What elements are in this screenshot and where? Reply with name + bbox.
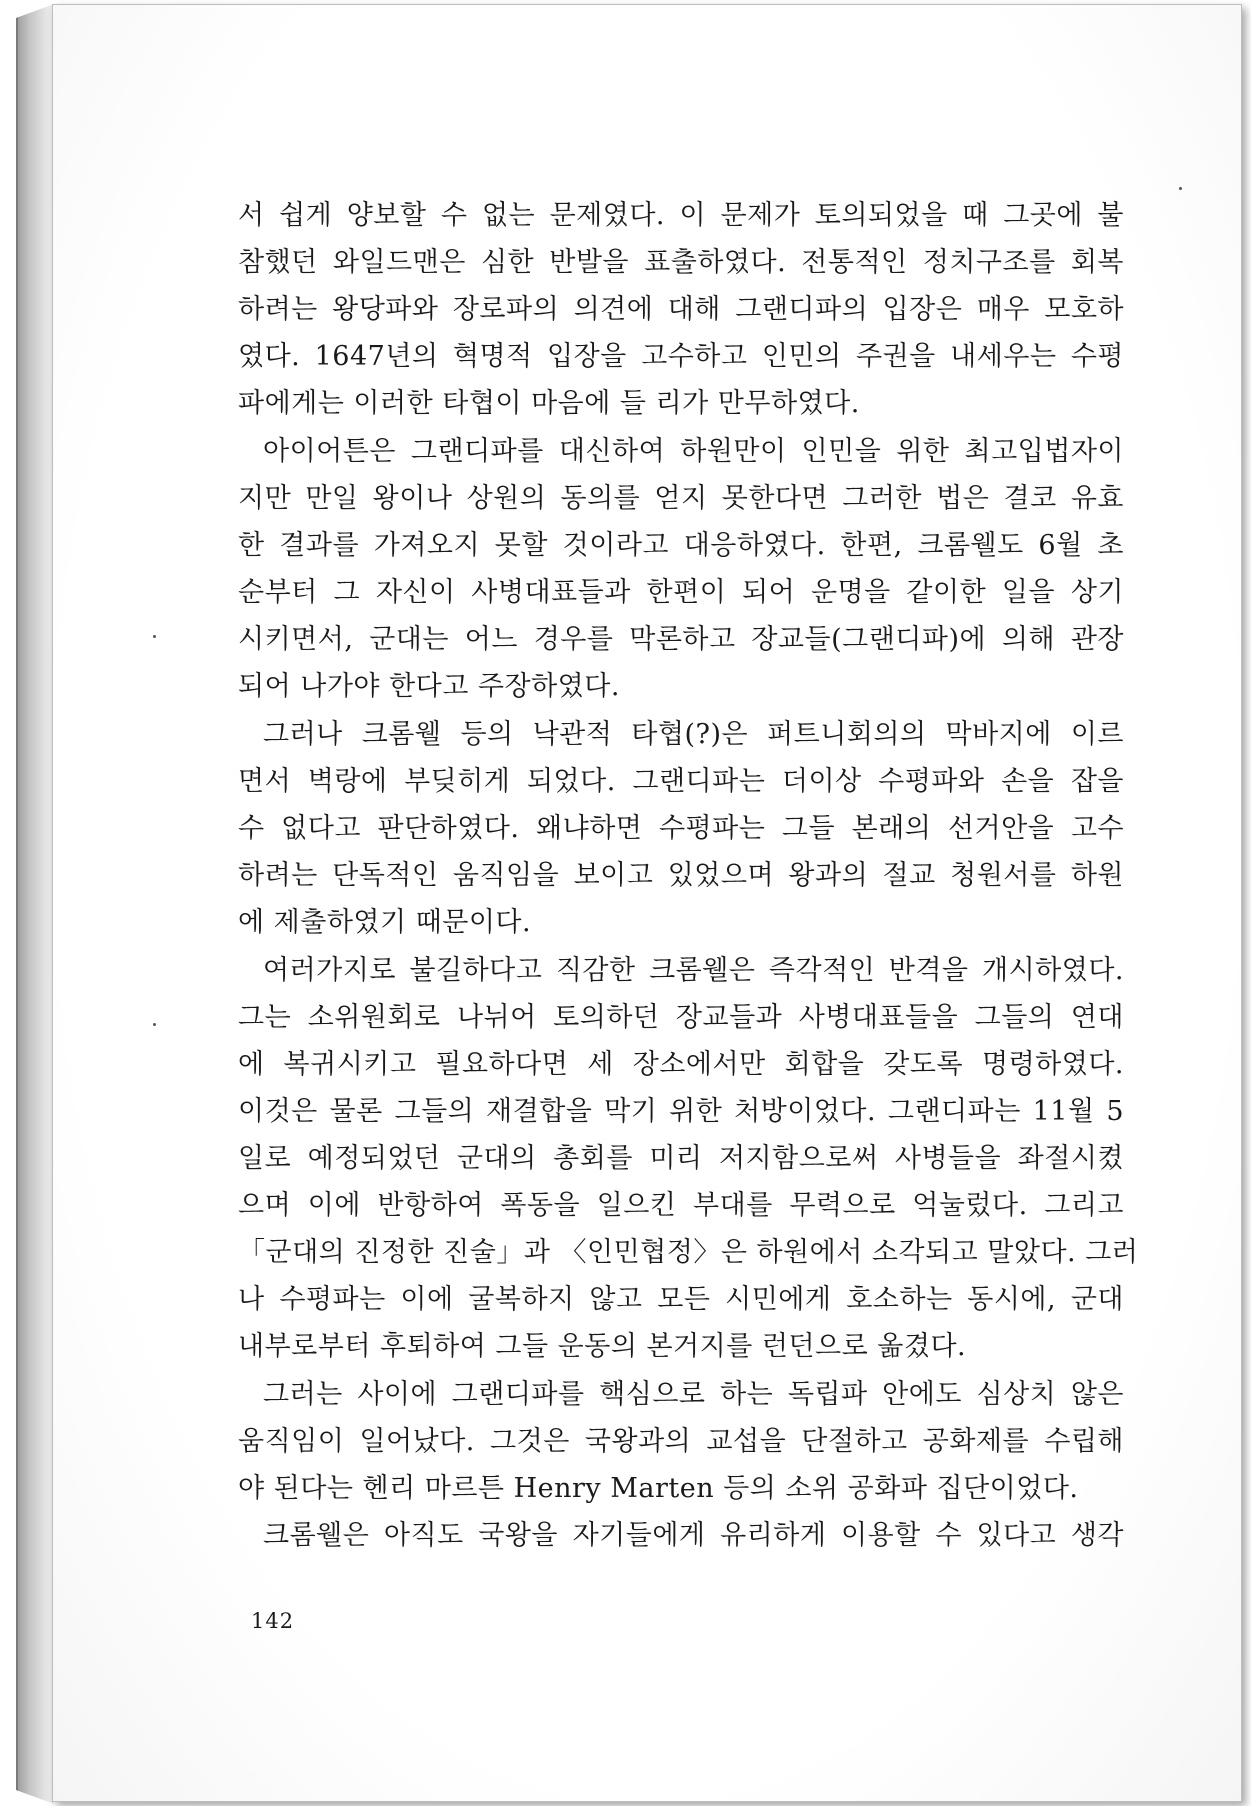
text-line: 순부터 그 자신이 사병대표들과 한편이 되어 운명을 같이한 일을 상기 (238, 577, 1124, 608)
text-line: 참했던 와일드맨은 심한 반발을 표출하였다. 전통적인 정치구조를 회복 (238, 247, 1124, 278)
page-number: 142 (251, 1609, 295, 1633)
text-line: 파에게는 이러한 타협이 마음에 들 리가 만무하였다. (238, 388, 860, 419)
text-line: 서 쉽게 양보할 수 없는 문제였다. 이 문제가 토의되었을 때 그곳에 불 (238, 200, 1124, 231)
text-line: 그는 소위원회로 나뉘어 토의하던 장교들과 사병대표들을 그들의 연대 (238, 1002, 1124, 1033)
book-spine-edge (16, 4, 54, 1804)
text-line: 으며 이에 반항하여 폭동을 일으킨 부대를 무력으로 억눌렀다. 그리고 (238, 1190, 1124, 1221)
text-line: 되어 나가야 한다고 주장하였다. (238, 671, 620, 702)
paper-speck (1179, 187, 1182, 190)
text-line: 여러가지로 불길하다고 직감한 크롬웰은 즉각적인 반격을 개시하였다. (263, 955, 1124, 986)
text-line: 면서 벽랑에 부딪히게 되었다. 그랜디파는 더이상 수평파와 손을 잡을 (238, 766, 1124, 797)
text-line: 야 된다는 헨리 마르튼 Henry Marten 등의 소위 공화파 집단이었다. (238, 1473, 1079, 1504)
text-line: 이것은 물론 그들의 재결합을 막기 위한 처방이었다. 그랜디파는 11월 5 (238, 1096, 1124, 1127)
text-line: 하려는 왕당파와 장로파의 의견에 대해 그랜디파의 입장은 매우 모호하 (238, 294, 1124, 325)
text-line: 시키면서, 군대는 어느 경우를 막론하고 장교들(그랜디파)에 의해 관장 (238, 624, 1124, 655)
text-line: 「군대의 진정한 진술」과 〈인민협정〉은 하원에서 소각되고 말았다. 그러 (238, 1237, 1139, 1268)
page (52, 4, 1242, 1802)
text-line: 하려는 단독적인 움직임을 보이고 있었으며 왕과의 절교 청원서를 하원 (238, 860, 1124, 891)
text-line: 아이어튼은 그랜디파를 대신하여 하원만이 인민을 위한 최고입법자이 (263, 436, 1124, 467)
paper-speck (153, 1023, 156, 1026)
paper-speck (153, 635, 156, 638)
text-line: 그러는 사이에 그랜디파를 핵심으로 하는 독립파 안에도 심상치 않은 (263, 1379, 1124, 1410)
text-line: 한 결과를 가져오지 못할 것이라고 대응하였다. 한편, 크롬웰도 6월 초 (238, 530, 1124, 561)
text-line: 내부로부터 후퇴하여 그들 운동의 본거지를 런던으로 옮겼다. (238, 1331, 967, 1362)
text-line: 움직임이 일어났다. 그것은 국왕과의 교섭을 단절하고 공화제를 수립해 (238, 1426, 1124, 1457)
text-line: 일로 예정되었던 군대의 총회를 미리 저지함으로써 사병들을 좌절시켰 (238, 1143, 1124, 1174)
text-line: 그러나 크롬웰 등의 낙관적 타협(?)은 퍼트니회의의 막바지에 이르 (263, 719, 1124, 750)
text-line: 나 수평파는 이에 굴복하지 않고 모든 시민에게 호소하는 동시에, 군대 (238, 1284, 1124, 1315)
text-line: 에 제출하였기 때문이다. (238, 907, 532, 938)
text-line: 였다. 1647년의 혁명적 입장을 고수하고 인민의 주권을 내세우는 수평 (238, 341, 1124, 372)
text-line: 수 없다고 판단하였다. 왜냐하면 수평파는 그들 본래의 선거안을 고수 (238, 813, 1124, 844)
text-line: 지만 만일 왕이나 상원의 동의를 얻지 못한다면 그러한 법은 결코 유효 (238, 483, 1124, 514)
text-line: 에 복귀시키고 필요하다면 세 장소에서만 회합을 갖도록 명령하였다. (238, 1049, 1124, 1080)
text-line: 크롬웰은 아직도 국왕을 자기들에게 유리하게 이용할 수 있다고 생각 (263, 1520, 1124, 1551)
